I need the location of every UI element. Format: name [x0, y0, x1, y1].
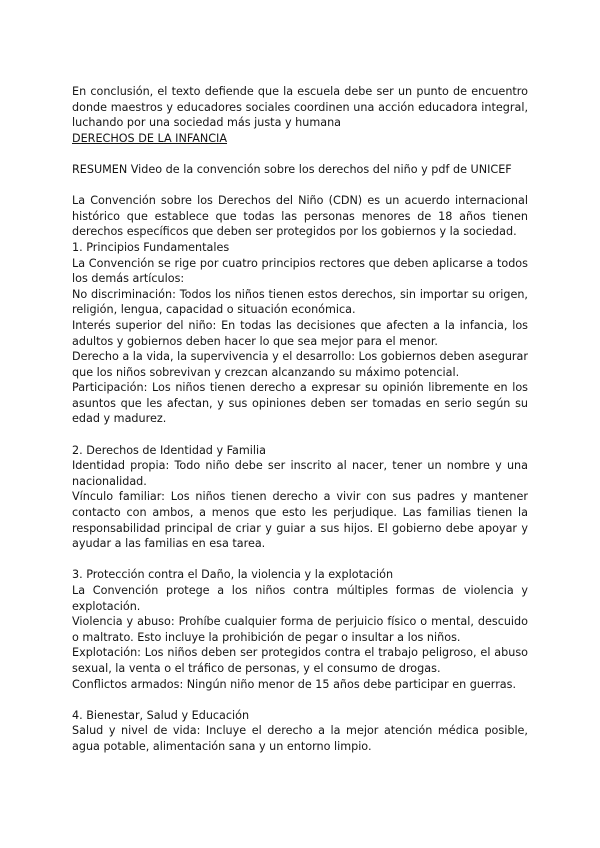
armed-conflicts-paragraph: Conflictos armados: Ningún niño menor de 15 años debe participar en guerras.: [72, 677, 517, 691]
section-2-heading: 2. Derechos de Identidad y Familia: [72, 443, 266, 457]
spacer: [72, 427, 528, 443]
principle-best-interest: Interés superior del niño: En todas las decisiones que afecten a la infancia, los adultos y gobiernos deben hacer lo que sea mejor para el menor.: [72, 318, 528, 348]
spacer: [72, 146, 528, 162]
identity-paragraph: Identidad propia: Todo niño debe ser inscrito al nacer, tener un nombre y una nacionalidad.: [72, 459, 528, 488]
violence-paragraph: Violencia y abuso: Prohíbe cualquier forma de perjuicio físico o mental, descuido o maltrato. Esto incluye la prohibición de pegar o insultar a los niños.: [72, 615, 528, 644]
exploitation-paragraph: Explotación: Los niños deben ser protegidos contra el trabajo peligroso, el abuso sexual, la venta o el tráfico de personas, y el consumo de drogas.: [72, 646, 528, 675]
section-3-heading: 3. Protección contra el Daño, la violencia y la explotación: [72, 568, 394, 582]
conclusion-paragraph: En conclusión, el texto defiende que la escuela debe ser un punto de encuentro donde maestros y educadores sociales coordinen una acción educadora integral, luchando por una sociedad más justa y humana: [72, 85, 528, 130]
principle-non-discrimination: No discriminación: Todos los niños tienen estos derechos, sin importar su origen, religión, lengua, capacidad o situación económica.: [72, 287, 528, 317]
principle-life-survival: Derecho a la vida, la supervivencia y el desarrollo: Los gobiernos deben asegurar que los niños sobrevivan y crezcan alcanzando su máximo potencial.: [72, 350, 528, 379]
spacer: [72, 552, 528, 568]
rights-heading-link[interactable]: DERECHOS DE LA INFANCIA: [72, 131, 228, 145]
family-paragraph: Vínculo familiar: Los niños tienen derecho a vivir con sus padres y mantener contacto con ambos, a menos que esto les perjudique. Las familias tienen la responsabilidad principal de criar y guiar a sus hijos. El gobierno debe apoyar y ayudar a las familias en esa tarea.: [72, 490, 528, 551]
spacer: [72, 178, 528, 194]
section-1-heading: 1. Principios Fundamentales: [72, 240, 230, 254]
section-4-heading: 4. Bienestar, Salud y Educación: [72, 708, 250, 722]
principle-participation: Participación: Los niños tienen derecho a expresar su opinión libremente en los asuntos que les afectan, y sus opiniones deben ser tomadas en serio según su edad y madurez.: [72, 381, 528, 426]
cdn-paragraph: La Convención sobre los Derechos del Niño (CDN) es un acuerdo internacional histórico que establece que todas las personas menores de 18 años tienen derechos específicos que deben ser protegidos por los gobiernos y la sociedad.: [72, 194, 528, 239]
spacer: [72, 692, 528, 708]
health-paragraph: Salud y nivel de vida: Incluye el derecho a la mejor atención médica posible, agua potable, alimentación sana y un entorno limpio.: [72, 724, 528, 753]
section-1-intro: La Convención se rige por cuatro principios rectores que deben aplicarse a todos los demás artículos:: [72, 256, 528, 286]
resumen-paragraph: RESUMEN Video de la convención sobre los derechos del niño y pdf de UNICEF: [72, 162, 512, 176]
section-3-intro: La Convención protege a los niños contra múltiples formas de violencia y explotación.: [72, 584, 528, 613]
